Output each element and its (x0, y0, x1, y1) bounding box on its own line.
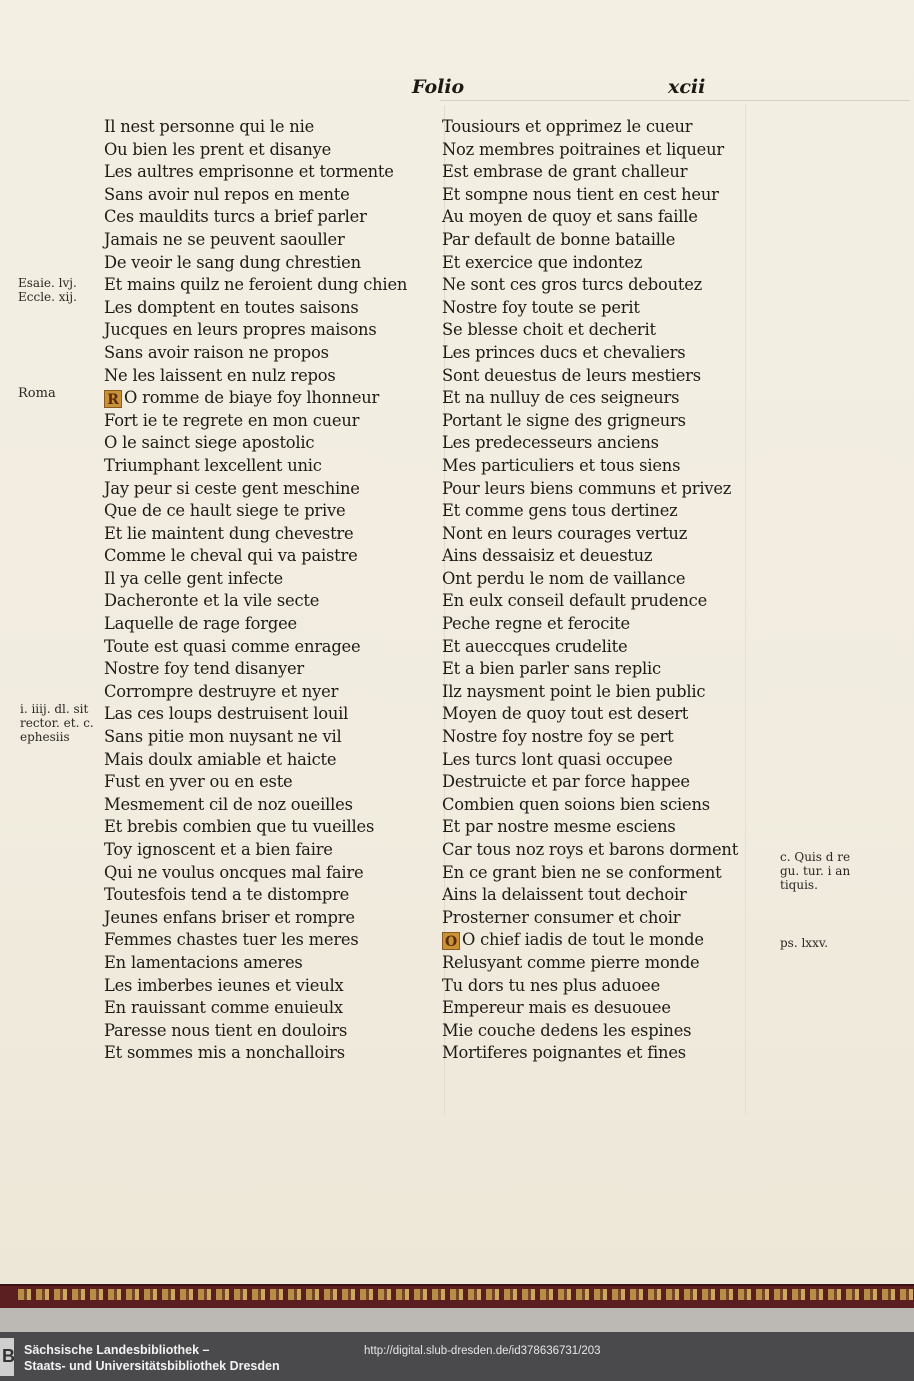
verse-line: Dacheronte et la vile secte (104, 591, 320, 611)
margin-note-left: Esaie. lvj. Eccle. xij. (18, 276, 77, 304)
verse-line: Les domptent en toutes saisons (104, 297, 359, 317)
verse-line: Prosterner consumer et choir (442, 907, 681, 927)
scan-background (0, 1308, 914, 1332)
right-text-column (442, 116, 738, 1065)
verse-line: En eulx conseil default prudence (442, 591, 708, 611)
verse-line: Moyen de quoy tout est desert (442, 704, 689, 724)
verse-line: Ilz naysment point le bien public (442, 681, 706, 701)
verse-line: Mais doulx amiable et haicte (104, 749, 337, 769)
verse-line: Sans pitie mon nuysant ne vil (104, 727, 342, 747)
verse-line: Fust en yver ou en este (104, 772, 293, 792)
verse-line: Corrompre destruyre et nyer (104, 681, 339, 701)
verse-line: Que de ce hault siege te prive (104, 501, 346, 521)
illuminated-initial: R (104, 390, 122, 408)
verse-line: Jucques en leurs propres maisons (104, 320, 377, 340)
verse-line: Ont perdu le nom de vaillance (442, 568, 686, 588)
verse-line: Fort ie te regrete en mon cueur (104, 410, 360, 430)
verse-line: Femmes chastes tuer les meres (104, 930, 359, 950)
verse-line: En lamentacions ameres (104, 952, 303, 972)
verse-line: Triumphant lexcellent unic (104, 455, 322, 475)
verse-line: Et aueccques crudelite (442, 636, 628, 656)
verse-line: Empereur mais es desuouee (442, 998, 671, 1018)
margin-note-right: c. Quis d re gu. tur. i an tiquis. (780, 850, 851, 892)
verse-line: Paresse nous tient en douloirs (104, 1020, 348, 1040)
verse-line: Comme le cheval qui va paistre (104, 546, 358, 566)
verse-line: De veoir le sang dung chrestien (104, 252, 361, 272)
gilt-tooling-border (18, 1289, 914, 1300)
verse-line: Nostre foy nostre foy se pert (442, 727, 674, 747)
verse-line: Nont en leurs courages vertuz (442, 523, 688, 543)
library-logo-icon: B (0, 1338, 14, 1376)
verse-line: Toute est quasi comme enragee (104, 636, 361, 656)
permalink-url[interactable]: http://digital.slub-dresden.de/id378636731/203 (364, 1345, 601, 1357)
verse-line-text: O chief iadis de tout le monde (462, 930, 704, 950)
verse-line: En ce grant bien ne se conforment (442, 862, 722, 882)
header-rule (440, 100, 910, 101)
left-text-column (104, 116, 407, 1065)
verse-line: Et exercice que indontez (442, 252, 643, 272)
margin-rule (745, 105, 746, 1115)
verse-line: Les aultres emprisonne et tormente (104, 162, 394, 182)
verse-line: Destruicte et par force happee (442, 772, 690, 792)
verse-line: Les predecesseurs anciens (442, 433, 659, 453)
verse-line: Les imberbes ieunes et vieulx (104, 975, 344, 995)
verse-line: Combien quen soions bien sciens (442, 794, 710, 814)
verse-line: Jeunes enfans briser et rompre (104, 907, 355, 927)
verse-line: Ains dessaisiz et deuestuz (442, 546, 653, 566)
margin-note-right: ps. lxxv. (780, 936, 829, 950)
verse-line: Las ces loups destruisent louil (104, 704, 349, 724)
verse-line: Au moyen de quoy et sans faille (442, 207, 698, 227)
institution-name (24, 1342, 280, 1374)
verse-line: Sont deuestus de leurs mestiers (442, 365, 701, 385)
verse-line: Se blesse choit et decherit (442, 320, 656, 340)
verse-line: Peche regne et ferocite (442, 614, 630, 634)
verse-line: Ne sont ces gros turcs deboutez (442, 275, 703, 295)
verse-line: Tousiours et opprimez le cueur (442, 117, 693, 136)
verse-line-text: O romme de biaye foy lhonneur (124, 388, 380, 408)
verse-line: Toy ignoscent et a bien faire (104, 840, 333, 859)
verse-line: Mortiferes poignantes et fines (442, 1043, 686, 1063)
verse-line: Les princes ducs et chevaliers (442, 342, 686, 362)
verse-line: Mesmement cil de noz oueilles (104, 794, 353, 814)
folio-label: Folio (412, 76, 465, 98)
verse-line: Qui ne voulus oncques mal faire (104, 862, 364, 882)
verse-line: Nostre foy toute se perit (442, 297, 640, 317)
verse-line: Et lie maintent dung chevestre (104, 523, 354, 543)
verse-line: Et na nulluy de ces seigneurs (442, 388, 680, 408)
verse-line: Et comme gens tous dertinez (442, 501, 678, 521)
verse-line: Mie couche dedens les espines (442, 1020, 692, 1040)
verse-line: Et sompne nous tient en cest heur (442, 184, 719, 204)
illuminated-initial: O (442, 932, 460, 950)
folio-number: xcii (668, 76, 706, 98)
verse-line: Et sommes mis a nonchalloirs (104, 1043, 345, 1063)
verse-line: Et a bien parler sans replic (442, 659, 661, 679)
verse-line: Par default de bonne bataille (442, 229, 676, 249)
verse-line: Il ya celle gent infecte (104, 568, 283, 588)
verse-line: Et par nostre mesme esciens (442, 817, 676, 837)
verse-line: Sans avoir nul repos en mente (104, 184, 350, 204)
margin-note-left: i. iiij. dl. sit rector. et. c. ephesiis (20, 702, 94, 744)
verse-line: Sans avoir raison ne propos (104, 342, 329, 362)
verse-line: O le sainct siege apostolic (104, 433, 315, 453)
verse-line: Ou bien les prent et disanye (104, 139, 332, 159)
verse-line: Mes particuliers et tous siens (442, 455, 681, 475)
verse-line-with-initial (442, 929, 738, 952)
verse-line: Pour leurs biens communs et privez (442, 478, 732, 498)
verse-line: Est embrase de grant challeur (442, 162, 688, 182)
verse-line: Tu dors tu nes plus aduoee (442, 975, 661, 995)
verse-line: Ces mauldits turcs a brief parler (104, 207, 367, 227)
verse-line: Ains la delaissent tout dechoir (442, 885, 687, 905)
verse-line: Jamais ne se peuvent saouller (104, 229, 345, 249)
verse-line: En rauissant comme enuieulx (104, 998, 343, 1018)
institution-line-1: Sächsische Landesbibliothek – (24, 1343, 210, 1357)
institution-line-2: Staats- und Universitätsbibliothek Dresden (24, 1359, 280, 1373)
verse-line: Les turcs lont quasi occupee (442, 749, 673, 769)
verse-line: Portant le signe des grigneurs (442, 410, 686, 430)
verse-line: Nostre foy tend disanyer (104, 659, 304, 679)
verse-line: Relusyant comme pierre monde (442, 952, 700, 972)
verse-line: Car tous noz roys et barons dorment (442, 840, 739, 859)
verse-line: Et brebis combien que tu vueilles (104, 817, 375, 837)
verse-line: Noz membres poitraines et liqueur (442, 139, 724, 159)
verse-line: Jay peur si ceste gent meschine (104, 478, 360, 498)
verse-line: Toutesfois tend a te distompre (104, 885, 350, 905)
margin-note-left: Roma (18, 386, 56, 401)
verse-line-with-initial (104, 387, 407, 410)
verse-line: Et mains quilz ne feroient dung chien (104, 275, 408, 295)
verse-line: Laquelle de rage forgee (104, 614, 297, 634)
verse-line: Ne les laissent en nulz repos (104, 365, 336, 385)
verse-line: Il nest personne qui le nie (104, 117, 315, 136)
